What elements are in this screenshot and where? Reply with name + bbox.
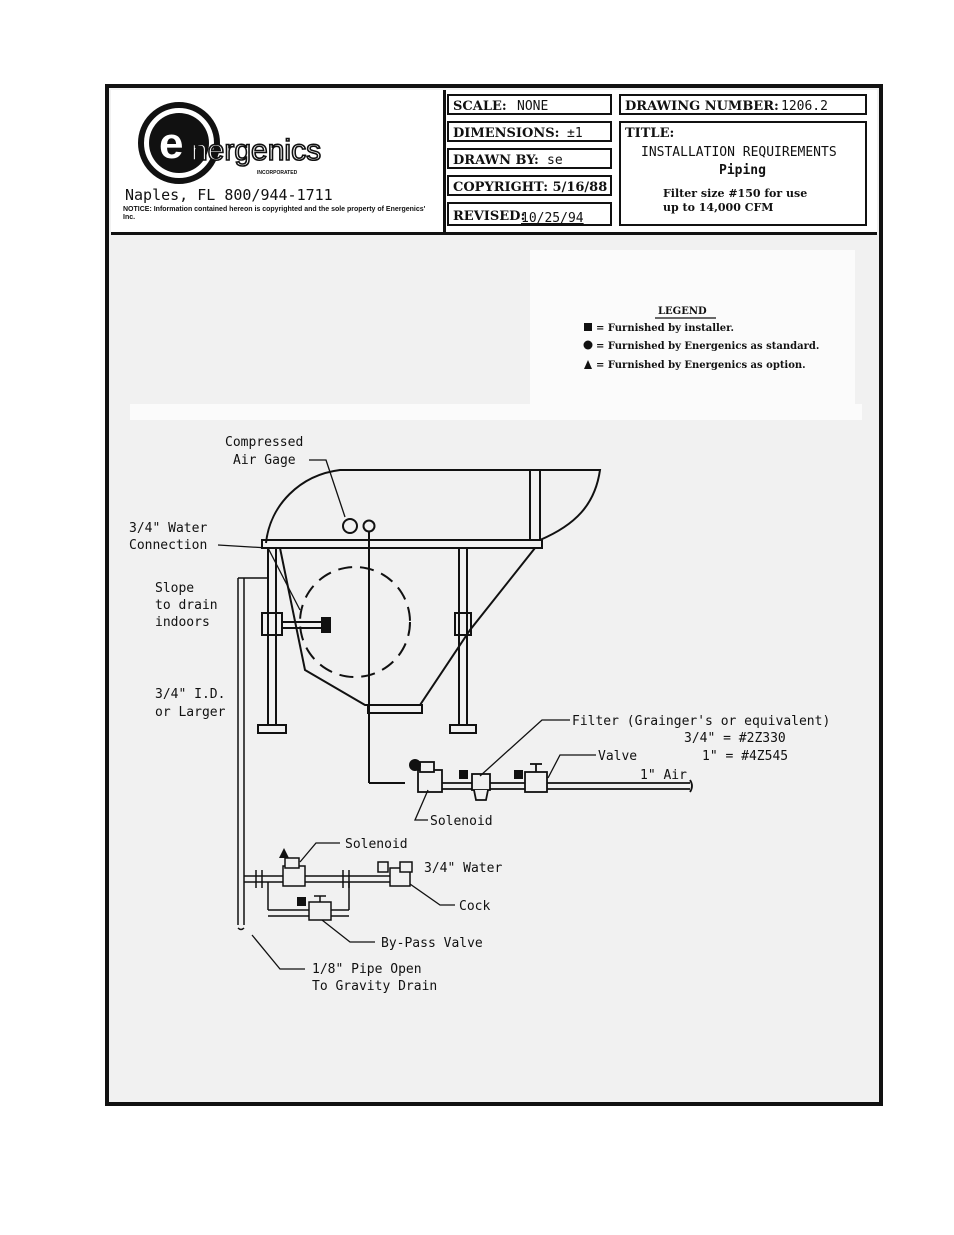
company-name: nergenics xyxy=(191,134,322,167)
label-id-1: 3/4" I.D. xyxy=(155,687,226,702)
legend-item-installer: = Furnished by installer. xyxy=(596,323,735,334)
scale-label: SCALE: xyxy=(453,99,507,114)
label-solenoid-air: Solenoid xyxy=(430,814,493,829)
label-filter: Filter (Grainger's or equivalent) xyxy=(572,714,831,729)
label-water-connection-1: 3/4" Water xyxy=(129,521,208,536)
copyright-label: COPYRIGHT: 5/16/88 xyxy=(453,180,608,195)
label-slope-3: indoors xyxy=(155,615,210,630)
company-tag: INCORPORATED xyxy=(257,170,298,176)
legend-heading: LEGEND xyxy=(658,306,707,317)
title-line-2: Piping xyxy=(719,163,766,178)
title-label: TITLE: xyxy=(625,126,675,141)
energenics-logo xyxy=(129,98,349,188)
copyright-cell xyxy=(447,175,612,196)
drawn-by-cell xyxy=(447,148,612,169)
title-line-1: INSTALLATION REQUIREMENTS xyxy=(641,145,837,160)
legend-item-option: = Furnished by Energenics as option. xyxy=(596,360,806,371)
scale-value: NONE xyxy=(517,99,549,114)
scale-cell xyxy=(447,94,612,115)
drawing-number-cell xyxy=(619,94,867,115)
dimensions-cell xyxy=(447,121,612,142)
drawing-number-value: 1206.2 xyxy=(781,99,828,114)
drawing-sheet xyxy=(107,86,881,1104)
drawn-by-label: DRAWN BY: xyxy=(453,153,539,168)
label-valve: Valve xyxy=(598,749,638,764)
label-pipe-open: 1/8" Pipe Open xyxy=(312,962,422,977)
label-filter-size-34: 3/4" = #2Z330 xyxy=(684,731,786,746)
label-bypass-valve: By-Pass Valve xyxy=(381,936,483,951)
copyright-notice: NOTICE: Information contained hereon is copyrighted and the sole property of Energenics' Inc. xyxy=(123,206,426,221)
label-cock: Cock xyxy=(459,899,491,914)
revised-label: REVISED: xyxy=(453,209,526,224)
label-id-2: or Larger xyxy=(155,705,226,720)
label-slope-2: to drain xyxy=(155,598,218,613)
dimensions-label: DIMENSIONS: xyxy=(453,126,560,141)
label-air-gage: Air Gage xyxy=(233,453,296,468)
label-air: 1" Air xyxy=(640,768,687,783)
title-note-2: up to 14,000 CFM xyxy=(663,201,774,214)
legend-item-standard: = Furnished by Energenics as standard. xyxy=(596,341,820,352)
label-gravity-drain: To Gravity Drain xyxy=(312,979,438,994)
drawn-by-value: se xyxy=(547,153,563,168)
company-logo-area xyxy=(111,90,446,232)
label-compressed: Compressed xyxy=(225,435,304,450)
company-location: Naples, FL 800/944-1711 xyxy=(125,186,333,204)
label-slope-1: Slope xyxy=(155,581,195,596)
label-water: 3/4" Water xyxy=(424,861,503,876)
label-solenoid-water: Solenoid xyxy=(345,837,408,852)
label-water-connection-2: Connection xyxy=(129,538,208,553)
title-block xyxy=(111,90,877,235)
title-note-1: Filter size #150 for use xyxy=(663,187,808,200)
dimensions-value: ±1 xyxy=(567,126,583,141)
drawing-number-label: DRAWING NUMBER: xyxy=(625,99,779,114)
title-cell xyxy=(619,121,867,226)
label-filter-size-1: 1" = #4Z545 xyxy=(702,749,789,764)
svg-text:e: e xyxy=(159,119,184,168)
revised-cell xyxy=(447,202,612,226)
revised-value: 10/25/94 xyxy=(521,211,584,226)
